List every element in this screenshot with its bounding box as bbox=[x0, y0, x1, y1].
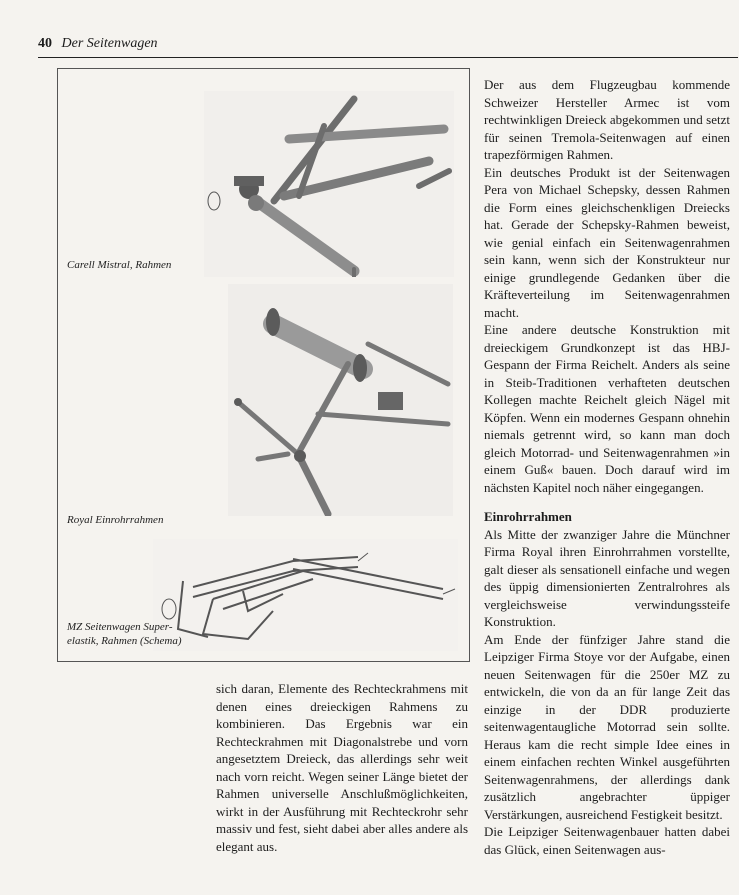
header-rule bbox=[38, 57, 738, 58]
body-paragraph: Ein deutsches Produkt ist der Seitenwagen Pera von Michael Schepsky, dessen Rahmen die Form eines gleichschenkligen Dreiecks hat. Gerade der Schepsky-Rahmen beweist, wie genial einfach ein Seitenwagenrahmen sein kann, wenn sich der Konstrukteur nur einige grundlegende Gedanken über die Kräfteverteilung im Seitenwagenrahmen macht. bbox=[484, 164, 730, 320]
chapter-title: Der Seitenwagen bbox=[61, 36, 158, 51]
body-paragraph: sich daran, Elemente des Rechteckrahmens mit denen eines dreieckigen Rahmens zu kombinieren. Das Ergebnis war ein Rechteckrahmen mit Diagonalstrebe und vorn angesetztem Dreieck, das allerdings sehr weit nach vorn reicht. Wegen seiner Länge bietet der Rahmen universelle Anschlußmöglichkeiten, wirkt in der Ausführung mit Rechteckrohr sehr massiv und fest, sieht dabei aber alles andere als elegant aus. bbox=[216, 681, 468, 854]
figure-caption-mz-superelastik: MZ Seitenwagen Super- elastik, Rahmen (Schema) bbox=[67, 621, 182, 647]
bottom-text-column bbox=[216, 680, 468, 855]
body-paragraph: Der aus dem Flugzeugbau kommende Schweizer Hersteller Armec ist vom rechtwinkligen Dreieck abgekommen und setzt für seinen Tremola-Seitenwagen auf einen trapezförmigen Rahmen. bbox=[484, 77, 730, 162]
royal-einrohrrahmen-photo bbox=[228, 284, 453, 516]
carell-mistral-frame-photo bbox=[204, 91, 454, 277]
body-paragraph: Eine andere deutsche Konstruktion mit dreieckigem Grundkonzept ist das HBJ-Gespann der Firma Reichelt. Anders als seine in Steib-Traditionen verhafteten deutschen Kollegen machte Reichelt gleich Nägel mit Köpfen. Wenn ein modernes Gespann ohnehin niemals getrennt wird, so kann man doch gleich Motorrad- und Seitenwagenrahmen »in einem Guß« bauen. Doch darauf wird im nächsten Kapitel noch näher eingegangen. bbox=[484, 322, 730, 495]
right-text-column bbox=[484, 76, 730, 858]
body-paragraph: Am Ende der fünfziger Jahre stand die Leipziger Firma Stoye vor der Aufgabe, einen neuen Seitenwagen für die 250er MZ zu entwickeln, die von da an für lange Zeit das einzige in der DDR produzierte seitenwagentaugliche Motorrad sein sollte. Heraus kam die recht simple Idee eines in einem einfachen rechten Winkel ausgeführten Seitenwagenrahmens, der allerdings dank zusätzlich angebrachter üppiger Verstärkungen, ausreichend Festigkeit besitzt. bbox=[484, 631, 730, 822]
figure-caption-carell-mistral: Carell Mistral, Rahmen bbox=[67, 259, 172, 271]
page-number: 40 bbox=[38, 36, 52, 51]
page-header bbox=[38, 36, 738, 56]
body-paragraph: Die Leipziger Seitenwagenbauer hatten dabei das Glück, einen Seitenwagen aus- bbox=[484, 824, 730, 857]
section-heading: Einrohrrahmen bbox=[484, 509, 572, 524]
body-paragraph: Als Mitte der zwanziger Jahre die Münchner Firma Royal ihren Einrohrrahmen vorstellte, galt dieser als sensationell einfache und wegen des üppig dimensionierten Zentralrohres als vergleichsweise verwindungssteife Konstruktion. bbox=[484, 526, 730, 629]
figure-box bbox=[57, 68, 470, 662]
figure-caption-royal: Royal Einrohrrahmen bbox=[67, 514, 164, 526]
